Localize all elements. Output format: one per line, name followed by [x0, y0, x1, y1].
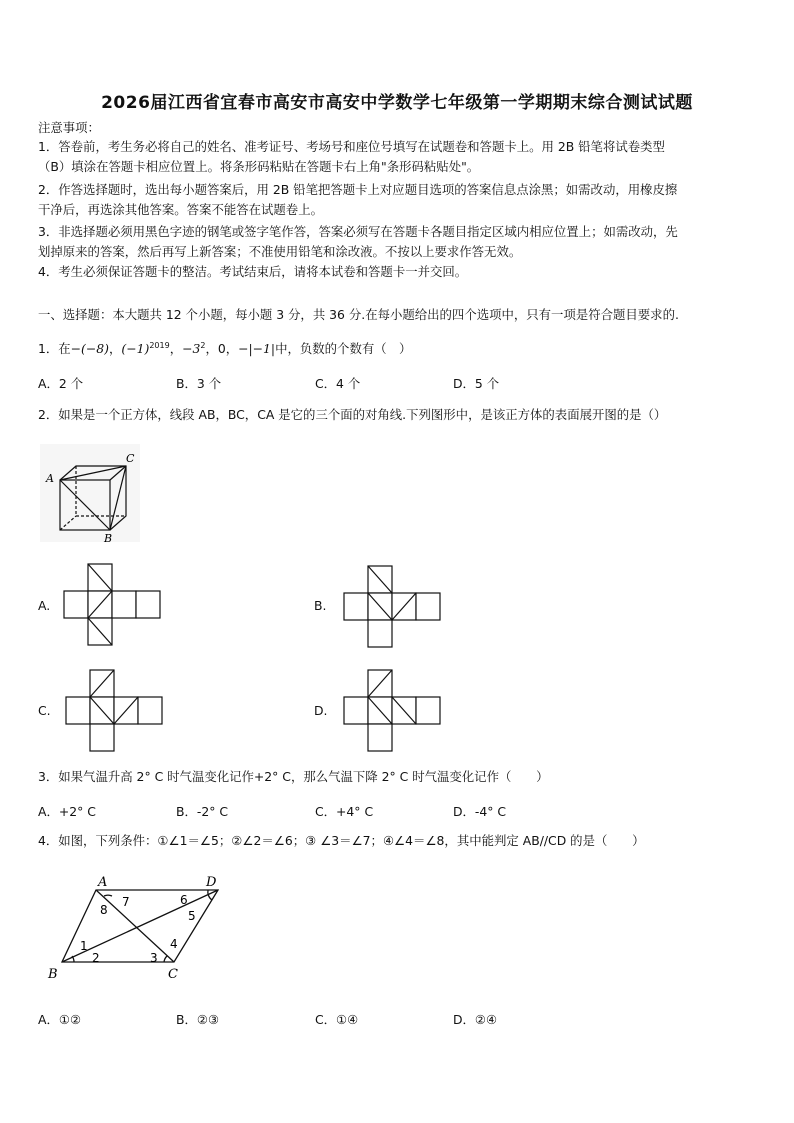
q1-option-a: A．2 个 — [38, 376, 84, 391]
q1-expr-3-exp: 2 — [200, 341, 206, 350]
q1-suffix: 中，负数的个数有（ ） — [275, 341, 412, 357]
section-heading: 一、选择题：本大题共 12 个小题，每小题 3 分，共 36 分.在每小题给出的四个选项中，只有一项是符合题目要求的. — [38, 307, 679, 322]
note-2a: 2．作答选择题时，选出每小题答案后，用 2B 铅笔把答题卡上对应题目选项的答案信息点涂黑；如需改动，用橡皮擦 — [38, 182, 678, 197]
q3-option-a: A．+2° C — [38, 804, 96, 819]
q4-option-a: A．①② — [38, 1012, 82, 1027]
note-2b: 干净后，再选涂其他答案。答案不能答在试题卷上。 — [38, 202, 323, 217]
q1-expr-1: −(−8) — [70, 341, 109, 357]
question-3: 3．如果气温升高 2° C 时气温变化记作+2° C，那么气温下降 2° C 时气温变化记作（ ） — [38, 769, 549, 784]
q1-option-d: D．5 个 — [453, 376, 500, 391]
angle-3-label: 3 — [150, 951, 158, 965]
q1-expr-5: −|−1| — [238, 341, 276, 357]
q1-option-c: C．4 个 — [315, 376, 361, 391]
q2-option-b-label: B. — [314, 598, 327, 613]
note-3a: 3．非选择题必须用黑色字迹的钢笔或签字笔作答，答案必须写在答题卡各题目指定区域内相应位置上；如需改动，先 — [38, 224, 678, 239]
angle-5-label: 5 — [188, 909, 196, 923]
angle-arc — [208, 890, 212, 900]
net-option-d — [344, 670, 444, 752]
cube-label-c: C — [126, 452, 135, 465]
angle-arc — [104, 895, 112, 896]
angle-8-label: 8 — [100, 903, 108, 917]
angle-arc — [164, 956, 167, 962]
q3-option-c: C．+4° C — [315, 804, 374, 819]
q1-expr-2: (−1) — [121, 341, 150, 357]
note-1b: （B）填涂在答题卡相应位置上。将条形码粘贴在答题卡右上角"条形码粘贴处"。 — [38, 159, 480, 174]
note-4: 4．考生必须保证答题卡的整洁。考试结束后，请将本试卷和答题卡一并交回。 — [38, 264, 468, 279]
cube-figure — [40, 444, 150, 544]
question-1: 1．在−(−8)，$(-1)^{2019}$，$-3^2$，0，−|−1|中，负数的个数有（ ） — [38, 341, 412, 357]
angle-6-label: 6 — [180, 893, 188, 907]
point-b: B — [48, 967, 58, 982]
angle-2-label: 2 — [92, 951, 100, 965]
cube-figure-bg — [40, 444, 140, 542]
net-option-b — [344, 566, 444, 648]
notes-heading: 注意事项： — [38, 120, 100, 135]
note-1a: 1．答卷前，考生务必将自己的姓名、准考证号、考场号和座位号填写在试题卷和答题卡上。用 2B 铅笔将试卷类型 — [38, 139, 665, 154]
net-option-a — [64, 564, 164, 646]
point-d: D — [206, 875, 217, 890]
q2-option-a-label: A. — [38, 598, 51, 613]
q1-expr-4: 0 — [217, 341, 226, 357]
q2-option-c-label: C. — [38, 703, 51, 718]
q3-option-d: D．-4° C — [453, 804, 507, 819]
q2-option-d-label: D. — [314, 703, 328, 718]
question-2: 2．如果是一个正方体，线段 AB，BC，CA 是它的三个面的对角线.下列图形中，是该正方体的表面展开图的是（） — [38, 407, 667, 422]
parallelogram-figure — [46, 872, 246, 982]
angle-4-label: 4 — [170, 937, 178, 951]
cube-label-a: A — [46, 472, 54, 485]
q4-option-b: B．②③ — [176, 1012, 220, 1027]
diagonal-ac — [96, 890, 174, 962]
point-a: A — [98, 875, 108, 890]
note-3b: 划掉原来的答案，然后再写上新答案；不准使用铅笔和涂改液。不按以上要求作答无效。 — [38, 244, 522, 259]
angle-7-label: 7 — [122, 895, 130, 909]
point-c: C — [168, 967, 178, 982]
page-title: 2026届江西省宜春市高安市高安中学数学七年级第一学期期末综合测试试题 — [101, 93, 693, 113]
question-4: 4．如图，下列条件：①∠1＝∠5；②∠2＝∠6；③ ∠3＝∠7；④∠4＝∠8，其中能判定 AB//CD 的是（ ） — [38, 833, 645, 848]
q4-option-d: D．②④ — [453, 1012, 498, 1027]
q1-prefix: 1．在 — [38, 341, 71, 357]
q1-expr-2-exp: 2019 — [149, 341, 170, 350]
net-option-c — [66, 670, 166, 752]
q1-expr-3: −3 — [182, 341, 201, 357]
q4-option-c: C．①④ — [315, 1012, 359, 1027]
cube-label-b: B — [104, 532, 113, 545]
angle-1-label: 1 — [80, 939, 88, 953]
q3-option-b: B．-2° C — [176, 804, 229, 819]
q1-option-b: B．3 个 — [176, 376, 222, 391]
